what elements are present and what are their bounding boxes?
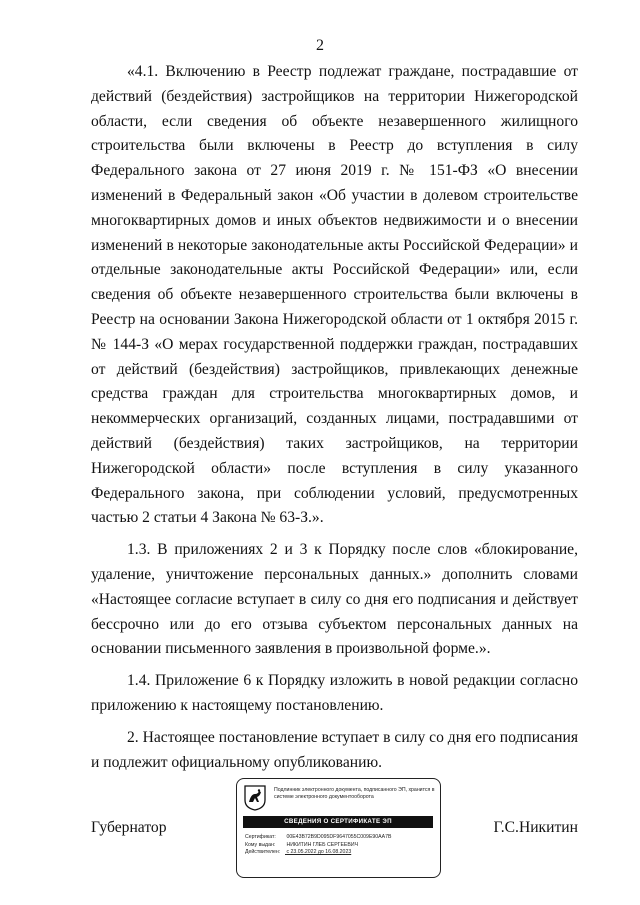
certificate-row [245, 849, 437, 857]
certificate-label: Действителен: [245, 849, 281, 856]
certificate-validity: с 23.05.2022 до 16.08.2023 [286, 849, 352, 856]
signatory-name: Г.С.Никитин [493, 819, 578, 836]
certificate-info-text: Подлинник электронного документа, подписанного ЭП, хранится в системе электронного документооборота [274, 787, 435, 800]
signatory-title: Губернатор [91, 819, 167, 836]
certificate-details [245, 834, 437, 857]
certificate-label: Кому выдан: [245, 841, 276, 848]
certificate-banner: СВЕДЕНИЯ О СЕРТИФИКАТЕ ЭП [243, 816, 433, 828]
electronic-signature-stamp [236, 778, 441, 878]
paragraph-2: 2. Настоящее постановление вступает в силу со дня его подписания и подлежит официальному опубликованию. [91, 728, 578, 771]
certificate-serial: 00E43B72B9D095DF9647055C009E90AA7B [286, 834, 392, 840]
page-number: 2 [316, 37, 324, 54]
certificate-label: Сертификат: [245, 834, 276, 840]
certificate-owner: НИКИТИН ГЛЕБ СЕРГЕЕВИЧ [286, 841, 359, 848]
paragraph-4-1: «4.1. Включению в Реестр подлежат граждане, пострадавшие от действий (бездействия) застройщиков на территории Нижегородской области, если сведения об объекте незавершенного жилищного строительства были включены в Реестр до вступления в силу Федерального закона от 27 июня 2019 г. № 151-ФЗ «О внесении изменений в Федеральный закон «Об участии в долевом строительстве многоквартирных домов и иных объектов недвижимости и о внесении изменений в некоторые законодательные акты Российской Федерации» и отдельные законодательные акты Российской Федерации» или, если сведения об объекте незавершенного строительства были включены в Реестр на основании Закона Нижегородской области от 1 октября 2015 г. № 144-З «О мерах государственной поддержки граждан, пострадавших от действий (бездействия) застройщиков, привлекающих денежные средства граждан для строительства многоквартирных домов, и некоммерческих организаций, созданных лицами, пострадавшими от действий (бездействия) таких застройщиков, на территории Нижегородской области» после вступления в силу указанного Федерального закона, при соблюдении условий, предусмотренных частью 2 статьи 4 Закона № 63-З.». [91, 63, 578, 527]
paragraph-1-4: 1.4. Приложение 6 к Порядку изложить в новой редакции согласно приложению к настоящему постановлению. [91, 672, 578, 714]
coat-of-arms-icon [244, 785, 266, 811]
document-body [91, 60, 578, 775]
certificate-row [245, 834, 437, 842]
paragraph-1-3: 1.3. В приложениях 2 и 3 к Порядку после слов «блокирование, удаление, уничтожение персональных данных.» дополнить словами «Настоящее согласие вступает в силу со дня его подписания и действует бессрочно или до его отзыва субъектом персональных данных на основании письменного заявления в произвольной форме.». [91, 541, 578, 658]
